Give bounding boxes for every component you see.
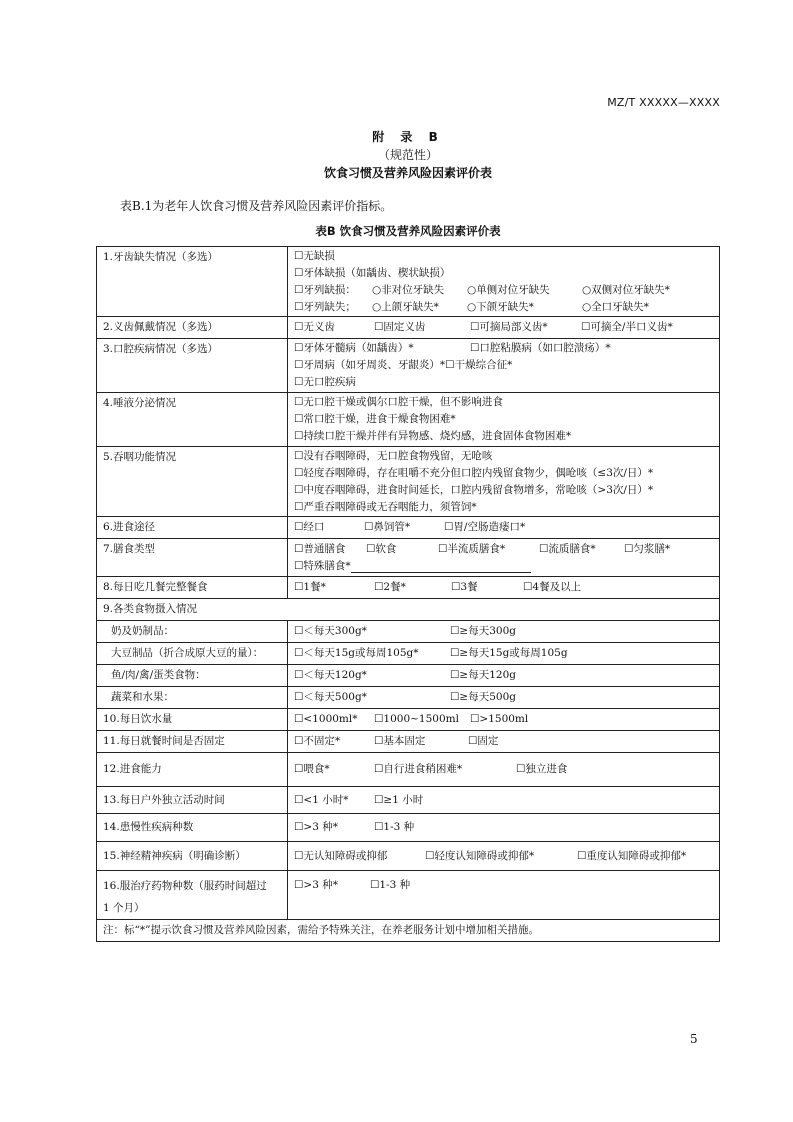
row-options bbox=[288, 339, 720, 393]
table-row bbox=[97, 731, 720, 753]
option[interactable]: ☐无口腔干燥或偶尔口腔干燥，但不影响进食 bbox=[294, 396, 503, 408]
option[interactable]: ☐≥每天500g bbox=[450, 691, 516, 703]
option[interactable]: ☐>3 种* bbox=[294, 821, 338, 833]
option[interactable]: ☐≥1 小时 bbox=[374, 793, 424, 806]
table-row bbox=[97, 643, 720, 665]
option[interactable]: ☐常口腔干燥，进食干燥食物困难* bbox=[294, 413, 456, 425]
row-label bbox=[97, 317, 288, 339]
table-note bbox=[97, 920, 720, 942]
row-label bbox=[97, 753, 288, 787]
row-label bbox=[97, 393, 288, 447]
label-text: 5.吞咽功能情况 bbox=[103, 451, 177, 463]
option[interactable]: ○非对位牙缺失 bbox=[372, 283, 445, 296]
row-label bbox=[97, 842, 288, 871]
option[interactable]: ☐中度吞咽障碍，进食时间延长，口腔内残留食物增多，常呛咳（>3次/日）* bbox=[294, 483, 654, 496]
option[interactable]: ☐特殊膳食* bbox=[294, 559, 351, 572]
label-text: 鱼/肉/禽/蛋类食物： bbox=[111, 669, 206, 681]
table-row bbox=[97, 317, 720, 339]
option[interactable]: ☐喂食* bbox=[294, 763, 330, 775]
row-options bbox=[288, 709, 720, 731]
row-label bbox=[97, 539, 288, 577]
table-row bbox=[97, 393, 720, 447]
label-text: 14.患慢性疾病种数 bbox=[103, 821, 194, 833]
label-text: 1 个月） bbox=[103, 902, 145, 914]
option[interactable]: ○单侧对位牙缺失 bbox=[467, 283, 550, 296]
table-row bbox=[97, 577, 720, 599]
row-options bbox=[288, 643, 720, 665]
row-options bbox=[288, 447, 720, 517]
row-options bbox=[288, 731, 720, 753]
option[interactable]: ☐无义齿 bbox=[294, 321, 335, 333]
row-options bbox=[288, 687, 720, 709]
row-label bbox=[97, 599, 720, 621]
table-row bbox=[97, 339, 720, 393]
label-text: 奶及奶制品： bbox=[111, 625, 174, 637]
option[interactable]: ☐<1000ml* bbox=[294, 713, 358, 725]
row-label bbox=[97, 871, 288, 920]
option[interactable]: ☐无口腔疾病 bbox=[294, 376, 356, 388]
standard-code: MZ/T XXXXX—XXXX bbox=[607, 96, 720, 109]
row-label bbox=[97, 447, 288, 517]
label-text: 2.义齿佩戴情况（多选） bbox=[103, 321, 219, 333]
option[interactable]: ☐<1 小时* bbox=[294, 793, 349, 806]
label-text: 13.每日户外独立活动时间 bbox=[103, 793, 225, 806]
row-options bbox=[288, 517, 720, 539]
label-text: 1.牙齿缺失情况（多选） bbox=[103, 251, 219, 263]
option[interactable]: ☐固定 bbox=[468, 735, 499, 747]
label-text: 9.各类食物摄入情况 bbox=[103, 603, 198, 615]
option[interactable]: ☐牙体牙髓病（如龋齿）* bbox=[294, 342, 414, 354]
row-options bbox=[288, 247, 720, 317]
option[interactable]: ☐持续口腔干燥并伴有异物感、烧灼感，进食固体食物困难* bbox=[294, 430, 572, 442]
row-label bbox=[97, 621, 288, 643]
option[interactable]: ☐口腔粘膜病（如口腔溃疡）* bbox=[470, 342, 611, 354]
label-text: 4.唾液分泌情况 bbox=[103, 397, 177, 409]
option[interactable]: ☐＜每天500g* bbox=[294, 691, 367, 703]
row-options bbox=[288, 814, 720, 842]
row-options bbox=[288, 871, 720, 920]
option[interactable]: ☐可摘局部义齿* bbox=[470, 321, 548, 333]
option[interactable]: ☐流质膳食* bbox=[539, 542, 596, 555]
intro-paragraph: 表B.1为老年人饮食习惯及营养风险因素评价指标。 bbox=[120, 199, 393, 213]
row-label bbox=[97, 731, 288, 753]
table-row bbox=[97, 842, 720, 871]
option[interactable]: ☐≥每天120g bbox=[450, 669, 516, 681]
option[interactable]: ☐1-3 种 bbox=[374, 821, 415, 833]
option[interactable]: ☐＜每天120g* bbox=[294, 669, 367, 681]
option[interactable]: ☐经口 bbox=[294, 521, 325, 533]
label-text: 15.神经精神疾病（明确诊断） bbox=[103, 849, 246, 862]
option[interactable]: ☐重度认知障碍或抑郁* bbox=[577, 849, 687, 862]
table-row bbox=[97, 599, 720, 621]
page-number: 5 bbox=[690, 1032, 698, 1046]
row-label bbox=[97, 517, 288, 539]
row-label bbox=[97, 665, 288, 687]
row-options bbox=[288, 842, 720, 871]
option[interactable]: ☐1餐* bbox=[294, 581, 326, 593]
option[interactable]: ☐半流质膳食* bbox=[438, 542, 506, 555]
option[interactable]: ☐1000~1500ml bbox=[374, 713, 459, 725]
option[interactable]: ☐可摘全/半口义齿* bbox=[581, 321, 673, 333]
option[interactable]: ☐≥每天300g bbox=[450, 625, 516, 637]
row-label bbox=[97, 687, 288, 709]
row-label bbox=[97, 577, 288, 599]
label-text: 12.进食能力 bbox=[103, 763, 162, 775]
option[interactable]: ☐牙列缺损： bbox=[294, 283, 356, 296]
table-row bbox=[97, 621, 720, 643]
row-label bbox=[97, 643, 288, 665]
option[interactable]: ☐独立进食 bbox=[516, 763, 568, 775]
row-label bbox=[97, 787, 288, 814]
appendix-main-title: 饮食习惯及营养风险因素评价表 bbox=[323, 166, 492, 180]
appendix-normative: （规范性） bbox=[377, 148, 438, 162]
option[interactable]: ☐牙体缺损（如龋齿、楔状缺损） bbox=[294, 266, 451, 279]
table-row bbox=[97, 517, 720, 539]
option[interactable]: ☐牙周病（如牙周炎、牙龈炎）*☐干燥综合征* bbox=[294, 359, 513, 371]
label-text: 11.每日就餐时间是否固定 bbox=[103, 735, 225, 747]
table-row bbox=[97, 871, 720, 920]
label-text: 6.进食途径 bbox=[103, 521, 156, 533]
table-row bbox=[97, 247, 720, 317]
row-label bbox=[97, 814, 288, 842]
option[interactable]: ☐严重吞咽障碍或无吞咽能力，须管饲* bbox=[294, 500, 477, 513]
option[interactable]: ☐3餐 bbox=[451, 581, 478, 593]
option[interactable]: ☐无认知障碍或抑郁 bbox=[294, 849, 388, 862]
row-options bbox=[288, 753, 720, 787]
option[interactable]: ☐固定义齿 bbox=[374, 321, 426, 333]
option[interactable]: ☐轻度认知障碍或抑郁* bbox=[425, 849, 535, 862]
table-row bbox=[97, 709, 720, 731]
option[interactable]: ☐4餐及以上 bbox=[523, 581, 582, 593]
option[interactable]: ☐>1500ml bbox=[470, 713, 529, 725]
fill-in-blank[interactable] bbox=[351, 560, 531, 573]
table-row bbox=[97, 665, 720, 687]
table-row bbox=[97, 814, 720, 842]
option[interactable]: ☐牙列缺失； bbox=[294, 300, 356, 313]
option[interactable]: ☐胃/空肠造瘘口* bbox=[444, 521, 526, 533]
row-options bbox=[288, 539, 720, 577]
option[interactable]: ☐无缺损 bbox=[294, 249, 335, 262]
option[interactable]: ☐自行进食稍困难* bbox=[374, 763, 463, 775]
label-text: 10.每日饮水量 bbox=[103, 713, 173, 725]
row-options bbox=[288, 577, 720, 599]
row-options bbox=[288, 621, 720, 643]
row-label bbox=[97, 709, 288, 731]
label-text: 蔬菜和水果： bbox=[111, 691, 174, 703]
row-options bbox=[288, 787, 720, 814]
label-text: 8.每日吃几餐完整餐食 bbox=[103, 581, 208, 593]
label-text: 大豆制品（折合成原大豆的量）： bbox=[111, 647, 264, 659]
option[interactable]: ☐没有吞咽障碍，无口腔食物残留，无呛咳 bbox=[294, 449, 493, 462]
table-row bbox=[97, 687, 720, 709]
table-caption: 表B 饮食习惯及营养风险因素评价表 bbox=[315, 224, 501, 238]
table-row bbox=[97, 753, 720, 787]
label-text: 16.服治疗药物种数（服药时间超过 bbox=[103, 880, 267, 892]
evaluation-table bbox=[96, 246, 720, 942]
option[interactable]: ☐＜每天300g* bbox=[294, 625, 367, 637]
option[interactable]: ○双侧对位牙缺失* bbox=[582, 283, 670, 296]
option[interactable]: ☐鼻饲管* bbox=[364, 521, 411, 533]
option[interactable]: ☐软食 bbox=[366, 542, 397, 555]
row-label bbox=[97, 247, 288, 317]
option[interactable]: ☐基本固定 bbox=[374, 735, 426, 747]
option[interactable]: ☐1-3 种 bbox=[370, 879, 411, 891]
option[interactable]: ☐普通膳食 bbox=[294, 542, 346, 555]
option[interactable]: ☐不固定* bbox=[294, 735, 341, 747]
option[interactable]: ☐2餐* bbox=[374, 581, 406, 593]
option[interactable]: ☐匀浆膳* bbox=[624, 542, 671, 555]
row-label bbox=[97, 339, 288, 393]
table-row bbox=[97, 539, 720, 577]
option[interactable]: ○全口牙缺失* bbox=[582, 300, 649, 313]
option[interactable]: ○下颌牙缺失* bbox=[467, 300, 534, 313]
option[interactable]: ☐≥每天15g或每周105g bbox=[450, 647, 568, 659]
table-row bbox=[97, 920, 720, 942]
table-row bbox=[97, 787, 720, 814]
table-row bbox=[97, 447, 720, 517]
row-options bbox=[288, 317, 720, 339]
option[interactable]: ☐＜每天15g或每周105g* bbox=[294, 647, 419, 659]
note-text: 注：标“*”提示饮食习惯及营养风险因素，需给予特殊关注，在养老服务计划中增加相关措施。 bbox=[103, 924, 539, 936]
row-options bbox=[288, 665, 720, 687]
option[interactable]: ☐轻度吞咽障碍，存在咀嚼不充分但口腔内残留食物少，偶呛咳（≤3次/日）* bbox=[294, 466, 654, 479]
row-options bbox=[288, 393, 720, 447]
label-text: 3.口腔疾病情况（多选） bbox=[103, 343, 219, 355]
label-text: 7.膳食类型 bbox=[103, 543, 156, 555]
appendix-title: 附 录 B bbox=[372, 130, 444, 144]
option[interactable]: ○上颌牙缺失* bbox=[372, 300, 439, 313]
option[interactable]: ☐>3 种* bbox=[294, 879, 338, 891]
